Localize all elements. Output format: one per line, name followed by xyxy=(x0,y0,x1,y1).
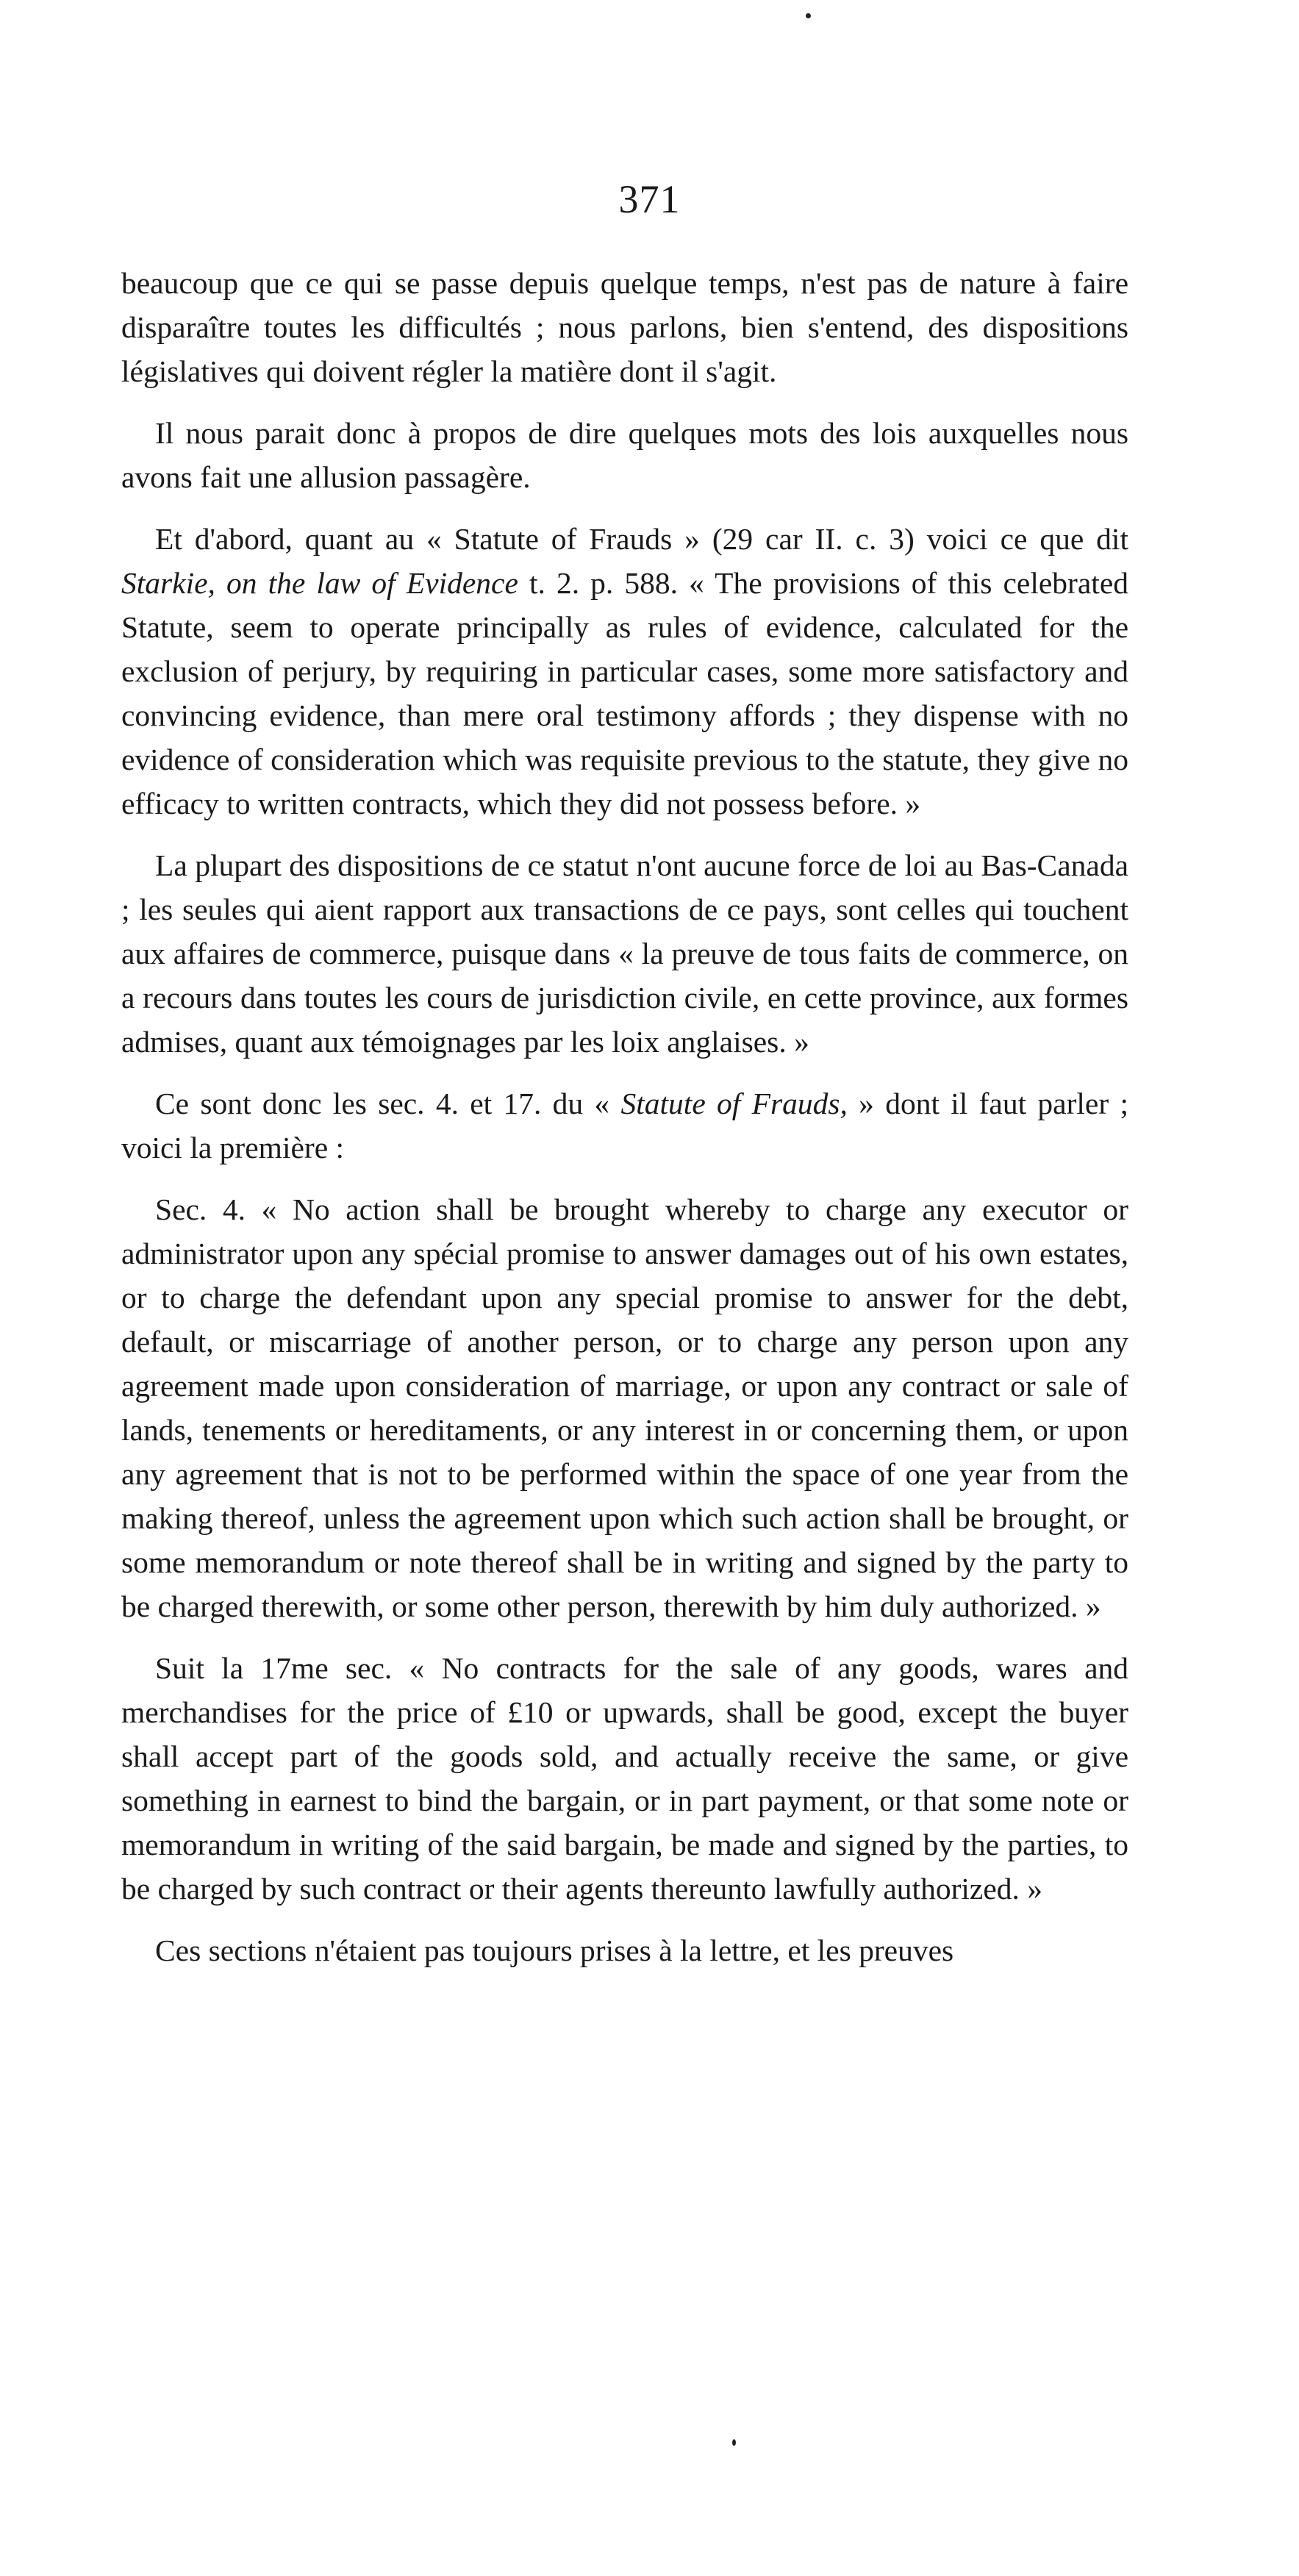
ink-speck-bottom xyxy=(732,2439,736,2446)
paragraph-4: La plupart des dispositions de ce statut n'ont aucune force de loi au Bas-Canada ; les seules qui aient rapport aux transactions de ce pays, sont celles qui touchent aux affaires de commerce, puisque dans « la preuve de tous faits de commerce, on a recours dans toutes les cours de jurisdiction civile, en cette province, aux formes admises, quant aux témoignages par les loix anglaises. » xyxy=(121,848,1128,1059)
paragraph-3 xyxy=(121,517,1128,826)
page-body xyxy=(121,261,1128,1972)
paragraph-1: beaucoup que ce qui se passe depuis quelque temps, n'est pas de nature à faire disparaître toutes les difficultés ; nous parlons, bien s'entend, des dispositions législatives qui doivent régler la matière dont il s'agit. xyxy=(121,266,1128,388)
paragraph-2: Il nous parait donc à propos de dire quelques mots des lois auxquelles nous avons fait une allusion passagère. xyxy=(121,416,1128,494)
page-number: 371 xyxy=(618,177,681,221)
paragraph-5-intro: Ce sont donc les sec. 4. et 17. du « xyxy=(155,1087,621,1120)
paragraph-3-intro: Et d'abord, quant au « Statute of Frauds » (29 car II. c. 3) voici ce que dit xyxy=(155,522,1128,556)
paragraph-8: Ces sections n'étaient pas toujours prises à la lettre, et les preuves xyxy=(155,1933,954,1967)
section-4-quote: Sec. 4. « No action shall be brought whereby to charge any executor or administrator upon any spécial promise to answer damages out of his own estates, or to charge the defendant upon any special promise to answer for the debt, default, or miscarriage of another person, or to charge any person upon any agreement made upon consideration of marriage, or upon any contract or sale of lands, tenements or hereditaments, or any interest in or concerning them, or upon any agreement that is not to be performed within the space of one year from the making thereof, unless the agreement upon which such action shall be brought, or some memorandum or note thereof shall be in writing and signed by the party to be charged therewith, or some other person, therewith by him duly authorized. » xyxy=(121,1192,1128,1623)
statute-title: Statute of Frauds, xyxy=(620,1087,848,1120)
section-17-quote: Suit la 17me sec. « No contracts for the sale of any goods, wares and merchandises for the price of £10 or upwards, shall be good, except the buyer shall accept part of the goods sold, and actually receive the same, or give something in earnest to bind the bargain, or in part payment, or that some note or memorandum in writing of the said bargain, be made and signed by the parties, to be charged by such contract or their agents thereunto lawfully authorized. » xyxy=(121,1651,1128,1906)
paragraph-3-quote: t. 2. p. 588. « The provisions of this celebrated Statute, seem to operate principally as rules of evidence, calculated for the exclusion of perjury, by requiring in particular cases, some more satisfactory and convincing evidence, than mere oral testimony affords ; they dispense with no evidence of consideration which was requisite previous to the statute, they give no efficacy to written contracts, which they did not possess before. » xyxy=(121,566,1128,820)
paragraph-5-rest: » dont il faut parler ; voici la première : xyxy=(121,1087,1128,1164)
citation-starkie: Starkie, on the law of Evidence xyxy=(121,566,518,600)
paragraph-5 xyxy=(121,1081,1128,1170)
ink-speck-top xyxy=(806,13,811,18)
